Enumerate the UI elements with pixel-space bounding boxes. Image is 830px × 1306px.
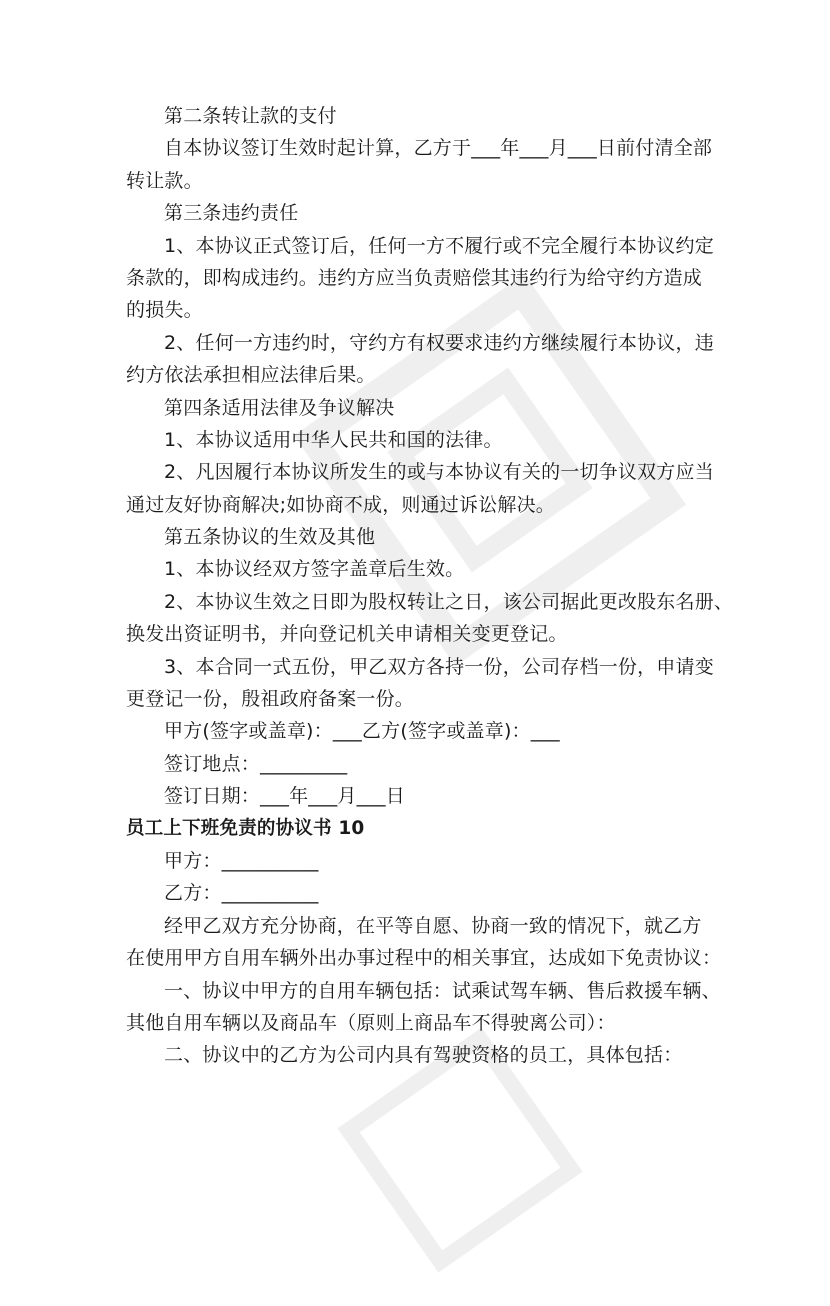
party-a-line: 甲方：__________: [164, 849, 319, 872]
paragraph-line: 条款的，即构成违约。违约方应当负责赔偿其违约行为给守约方造成: [126, 266, 703, 289]
paragraph-line: 通过友好协商解决;如协商不成，则通过诉讼解决。: [126, 493, 556, 516]
paragraph-line: 约方依法承担相应法律后果。: [126, 364, 376, 387]
paragraph-line: 其他自用车辆以及商品车（原则上商品车不得驶离公司）：: [126, 1011, 616, 1034]
paragraph-line: 二、协议中的乙方为公司内具有驾驶资格的员工，具体包括：: [164, 1044, 683, 1067]
paragraph-line: 自本协议签订生效时起计算，乙方于___年___月___日前付清全部: [164, 137, 713, 160]
paragraph-line: 3、本合同一式五份，甲乙双方各持一份，公司存档一份，申请变: [164, 655, 714, 678]
section-heading: 第三条违约责任: [164, 202, 299, 225]
paragraph-line: 1、本协议经双方签字盖章后生效。: [164, 558, 465, 581]
paragraph-line: 2、本协议生效之日即为股权转让之日，该公司据此更改股东名册、: [164, 590, 734, 613]
paragraph-line: 的损失。: [126, 299, 203, 322]
document-body: [126, 100, 734, 1072]
signing-place-line: 签订地点：_________: [164, 752, 348, 775]
paragraph-line: 换发出资证明书，并向登记机关申请相关变更登记。: [126, 623, 568, 646]
party-b-line: 乙方：__________: [164, 882, 319, 905]
paragraph-line: 在使用甲方自用车辆外出办事过程中的相关事宜，达成如下免责协议：: [126, 947, 722, 970]
paragraph-line: 1、本协议正式签订后，任何一方不履行或不完全履行本协议约定: [164, 234, 714, 257]
paragraph-line: 2、凡因履行本协议所发生的或与本协议有关的一切争议双方应当: [164, 461, 714, 484]
paragraph-line: 一、协议中甲方的自用车辆包括：试乘试驾车辆、售后救援车辆、: [164, 979, 721, 1002]
section-heading: 第二条转让款的支付: [164, 105, 337, 127]
signing-date-line: 签订日期：___年___月___日: [164, 785, 405, 808]
document-title: 员工上下班免责的协议书 10: [126, 817, 365, 839]
paragraph-line: 经甲乙双方充分协商，在平等自愿、协商一致的情况下，就乙方: [164, 914, 702, 937]
paragraph-line: 更登记一份，殷祖政府备案一份。: [126, 688, 415, 711]
section-heading: 第四条适用法律及争议解决: [164, 396, 395, 419]
section-heading: 第五条协议的生效及其他: [164, 526, 376, 549]
paragraph-line: 2、任何一方违约时，守约方有权要求违约方继续履行本协议，违: [164, 331, 714, 354]
paragraph-line: 转让款。: [126, 169, 203, 192]
paragraph-line: 1、本协议适用中华人民共和国的法律。: [164, 428, 503, 451]
signature-line: 甲方(签字或盖章)：___乙方(签字或盖章)：___: [164, 720, 560, 743]
